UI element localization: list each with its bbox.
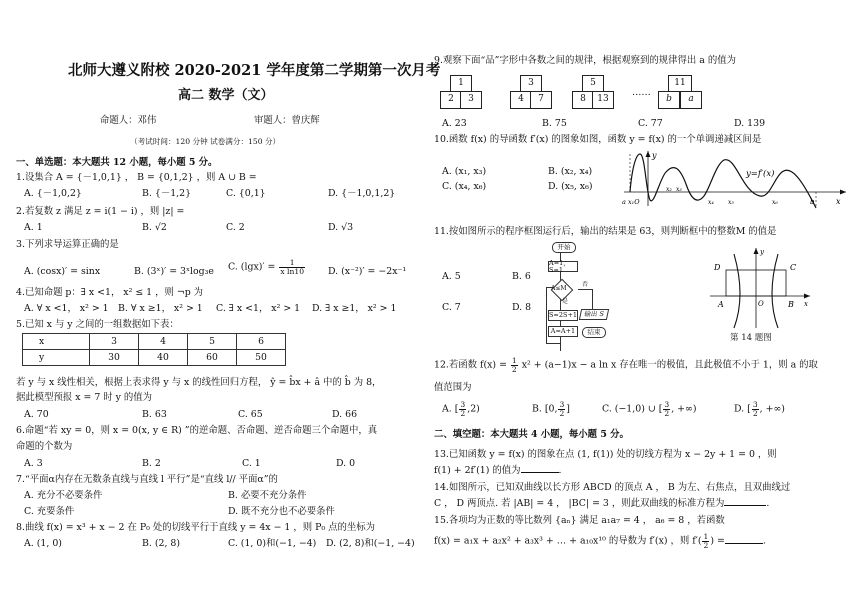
- q12-option-d: D. [ $\frac{3}{2}$ , +∞): [734, 400, 785, 418]
- q15-line-2: f(x) = a₁x + a₂x² + a₃x³ + … + a₁₀x¹⁰ 的导数为 f′(x) ，则 f′( $\frac{1}{2}$ ) = .: [434, 532, 766, 550]
- q12-half-fraction: $\frac{1}{2}$: [511, 356, 517, 374]
- q10-derivative-graph: [620, 148, 850, 210]
- label-y: y: [760, 248, 764, 256]
- q9-g2-left: 4: [510, 91, 532, 109]
- flow-init: A=1，S=1: [548, 261, 578, 272]
- q3-option-c: C. (lgx)′ = $\frac{1}{\text{x ln10}}$: [228, 258, 305, 276]
- q9-g1-left: 2: [440, 91, 462, 109]
- q3-option-a: A. (cosx)′ = sinx: [24, 266, 101, 277]
- q5-stem: 5.已知 x 与 y 之间的一组数据如下表：: [16, 319, 179, 330]
- q8-option-c: C. (1, 0)和(−1, −4): [228, 538, 317, 549]
- y-axis-arrow-icon: [754, 248, 759, 254]
- q4-option-a: A. ∀ x <1， x² > 1: [24, 303, 109, 314]
- flow-step-s: S=2S+1: [548, 311, 578, 320]
- q7-option-d: D. 既不充分也不必要条件: [228, 506, 335, 517]
- q14-hyperbola-figure: [704, 244, 816, 332]
- q4-stem: 4.已知命题 p：∃ x <1， x² ≤ 1 ，则 ¬p 为: [16, 287, 204, 298]
- q11-stem: 11.按如图所示的程序框图运行后，输出的结果是 63，则判断框中的整数M 的值是: [434, 226, 777, 237]
- q10-option-b: B. (x₂, x₄): [548, 166, 593, 177]
- q2-option-b: B. √2: [142, 222, 167, 233]
- curve-label: y=f′(x): [746, 169, 775, 179]
- q9-option-a: A. 23: [442, 118, 467, 129]
- flow-loop-line: [546, 287, 547, 343]
- q6-option-c: C. 1: [242, 458, 261, 469]
- label-o: O: [758, 300, 764, 308]
- q5-option-d: D. 66: [332, 409, 358, 420]
- q4-option-b: B. ∀ x ≥1， x² > 1: [118, 303, 203, 314]
- left-branch: [734, 254, 740, 328]
- flow-no-line: [578, 289, 592, 290]
- q9-g1-right: 3: [460, 91, 482, 109]
- q8-option-d: D. (2, 8)和(−1, −4): [326, 538, 415, 549]
- q1-option-d: D. {－1,0,1,2}: [328, 188, 396, 199]
- q15-fraction: $\frac{1}{2}$: [703, 532, 709, 550]
- q5-line-1: 若 y 与 x 线性相关，根据上表求得 y 与 x 的线性回归方程， ŷ = b̂x + â 中的 b̂ 为 8，: [16, 377, 382, 388]
- q13-line-1: 13.已知函数 y = f(x) 的图象在点 (1, f(1)) 处的切线方程为 x − 2y + 1 = 0 ，则: [434, 449, 777, 460]
- q9-g3-right: 13: [592, 91, 614, 109]
- q12-option-c: C. (−1,0) ∪ [ $\frac{3}{2}$ , +∞): [602, 400, 697, 418]
- q2-option-c: C. 2: [226, 222, 245, 233]
- q5-option-b: B. 63: [142, 409, 167, 420]
- q7-option-b: B. 必要不充分条件: [228, 490, 307, 501]
- label-c: C: [790, 263, 797, 272]
- q1-stem: 1.设集合 A = {－1,0,1} ， B = {0,1,2} ，则 A ∪ B =: [16, 172, 257, 183]
- exam-subtitle: 高二 数学（文）: [178, 88, 274, 103]
- tick-x3: x₃: [676, 186, 682, 193]
- q15-answer-blank[interactable]: [725, 543, 763, 544]
- q1-option-c: C. {0,1}: [226, 188, 266, 199]
- exam-title: 北师大遵义附校 2020-2021 学年度第二学期第一次月考: [68, 62, 441, 79]
- q3-stem: 3.下列求导运算正确的是: [16, 239, 119, 250]
- tick-x5: x₅: [728, 199, 734, 206]
- q11-option-d: D. 8: [512, 302, 532, 313]
- y-axis-label: y: [652, 151, 657, 160]
- q9-g4-top: 11: [668, 75, 692, 93]
- q11-option-a: A. 5: [442, 271, 461, 282]
- q6-option-d: D. 0: [336, 458, 356, 469]
- q5-line-2: 据此模型预报 x = 7 时 y 的值为: [16, 392, 153, 403]
- tick-x6: x₆: [772, 199, 778, 206]
- q6-option-b: B. 2: [142, 458, 161, 469]
- q10-stem: 10.函数 f(x) 的导函数 f′(x) 的图象如图，函数 y = f(x) 的一个单调递减区间是: [434, 134, 762, 145]
- tick-x4: x₄: [708, 199, 714, 206]
- q15-line-1: 15.各项均为正数的等比数列 {aₙ} 满足 a₁a₇ = 4 ， a₆ = 8 ，若函数: [434, 515, 725, 526]
- q9-g2-top: 3: [520, 75, 542, 93]
- q8-option-a: A. (1, 0): [24, 538, 62, 549]
- q14-figure-caption: 第 14 题图: [730, 333, 772, 343]
- q4-option-d: D. ∃ x ≥1， x² > 1: [312, 303, 397, 314]
- q9-ellipsis: ……: [632, 87, 651, 98]
- q6-line-2: 命题的个数为: [16, 441, 73, 452]
- right-branch: [772, 254, 778, 328]
- q4-option-c: C. ∃ x <1， x² > 1: [216, 303, 301, 314]
- q12-option-b: B. [0, $\frac{3}{2}$ ]: [532, 400, 570, 418]
- q9-g2-right: 7: [530, 91, 552, 109]
- q9-g4-left: b: [658, 91, 680, 109]
- y-axis-arrow-icon: [646, 151, 651, 157]
- q9-g1-top: 1: [450, 75, 472, 93]
- q14-answer-blank[interactable]: [724, 505, 766, 506]
- q8-stem: 8.曲线 f(x) = x³ + x − 2 在 P₀ 处的切线平行于直线 y = 4x − 1 ，则 P₀ 点的坐标为: [16, 522, 376, 533]
- q2-option-a: A. 1: [24, 222, 43, 233]
- table-row: y 30 40 60 50: [23, 350, 286, 366]
- q2-option-d: D. √3: [328, 222, 354, 233]
- q10-option-d: D. (x₅, x₆): [548, 181, 593, 192]
- flow-no-label: 否: [582, 281, 589, 288]
- q13-line-2: f(1) + 2f′(1) 的值为 .: [434, 465, 562, 476]
- q12-line-1: 12.若函数 f(x) = $\frac{1}{2}$ x² + (a−1)x − a ln x 存在唯一的极值，且此极值不小于 1，则 a 的取: [434, 356, 818, 374]
- q1-option-b: B. {－1,2}: [142, 188, 192, 199]
- flow-step-a: A=A+1: [548, 326, 578, 337]
- x-axis-label: x: [836, 197, 841, 206]
- q6-line-1: 6.命题“若 xy = 0，则 x = 0(x, y ∈ R) ”的逆命题、否命题、逆否命题三个命题中，真: [16, 425, 378, 436]
- q7-stem: 7.“平面α内存在无数条直线与直线 l 平行”是“直线 l// 平面α”的: [16, 474, 278, 485]
- label-d: D: [714, 263, 721, 272]
- q3-option-d: D. (x⁻²)′ = −2x⁻¹: [328, 266, 407, 277]
- q10-option-a: A. (x₁, x₃): [442, 166, 487, 177]
- x-axis-arrow-icon: [804, 294, 810, 299]
- section-heading-2: 二、填空题：本大题共 4 小题，每小题 5 分。: [434, 429, 629, 440]
- tick-x2: x₂: [666, 186, 672, 193]
- q9-g3-top: 5: [582, 75, 604, 93]
- reviewer-line: 审题人：曾庆辉: [254, 115, 320, 126]
- q1-option-a: A. {－1,0,2}: [24, 188, 82, 199]
- q6-option-a: A. 3: [24, 458, 43, 469]
- q5-data-table: [22, 333, 286, 366]
- q3-fraction: $\frac{1}{\text{x ln10}}$: [280, 258, 305, 276]
- tick-a-x1-o: a x₁O: [622, 198, 640, 206]
- section-heading-1: 一、单选题：本大题共 12 小题，每小题 5 分。: [16, 157, 218, 168]
- tick-b: b: [810, 198, 815, 206]
- derivative-curve: [630, 154, 816, 208]
- q12-line-2: 值范围为: [434, 382, 472, 393]
- flow-loop-bottom: [546, 343, 560, 344]
- label-a: A: [718, 300, 724, 309]
- exam-meta: （考试时间：120 分钟 试卷满分：150 分）: [130, 137, 281, 146]
- q9-option-b: B. 75: [542, 118, 567, 129]
- q14-line-2: C ， D 两顶点. 若 |AB| = 4 ， |BC| = 3 ，则此双曲线的标准方程为 .: [434, 498, 770, 509]
- label-x: x: [804, 300, 808, 308]
- q11-option-b: B. 6: [512, 271, 531, 282]
- flow-start: 开始: [552, 242, 576, 253]
- flow-condition: A≤M: [551, 285, 567, 292]
- label-b: B: [788, 300, 794, 309]
- flow-no-down: [592, 289, 593, 309]
- q7-option-a: A. 充分不必要条件: [24, 490, 103, 501]
- q5-option-a: A. 70: [24, 409, 49, 420]
- flow-yes-label: 是: [562, 298, 569, 305]
- q9-option-c: C. 77: [638, 118, 663, 129]
- flow-end: 结束: [582, 327, 606, 338]
- q9-option-d: D. 139: [734, 118, 766, 129]
- q13-answer-blank[interactable]: [521, 472, 559, 473]
- q12-option-a: A. [ $\frac{3}{2}$ ,2): [442, 400, 480, 418]
- table-row: x 3 4 5 6: [23, 334, 286, 350]
- q2-stem: 2.若复数 z 满足 z = i(1 − i) ，则 |z| =: [16, 206, 185, 217]
- flow-output: 输出 S: [579, 309, 609, 320]
- x-axis-arrow-icon: [840, 190, 846, 195]
- q3-option-b: B. (3ˣ)′ = 3ˣlog₃e: [134, 266, 214, 277]
- q9-g3-left: 8: [572, 91, 594, 109]
- q10-option-c: C. (x₄, x₆): [442, 181, 487, 192]
- author-line: 命题人：邓伟: [100, 115, 157, 126]
- q5-option-c: C. 65: [238, 409, 263, 420]
- q8-option-b: B. (2, 8): [142, 538, 181, 549]
- q14-line-1: 14.如图所示，已知双曲线以长方形 ABCD 的顶点 A ， B 为左、右焦点，且双曲线过: [434, 482, 791, 493]
- q9-g4-right: a: [680, 91, 702, 109]
- q11-option-c: C. 7: [442, 302, 461, 313]
- q9-stem: 9.观察下面“品”字形中各数之间的规律，根据观察到的规律得出 a 的值为: [434, 55, 736, 66]
- q7-option-c: C. 充要条件: [24, 506, 75, 517]
